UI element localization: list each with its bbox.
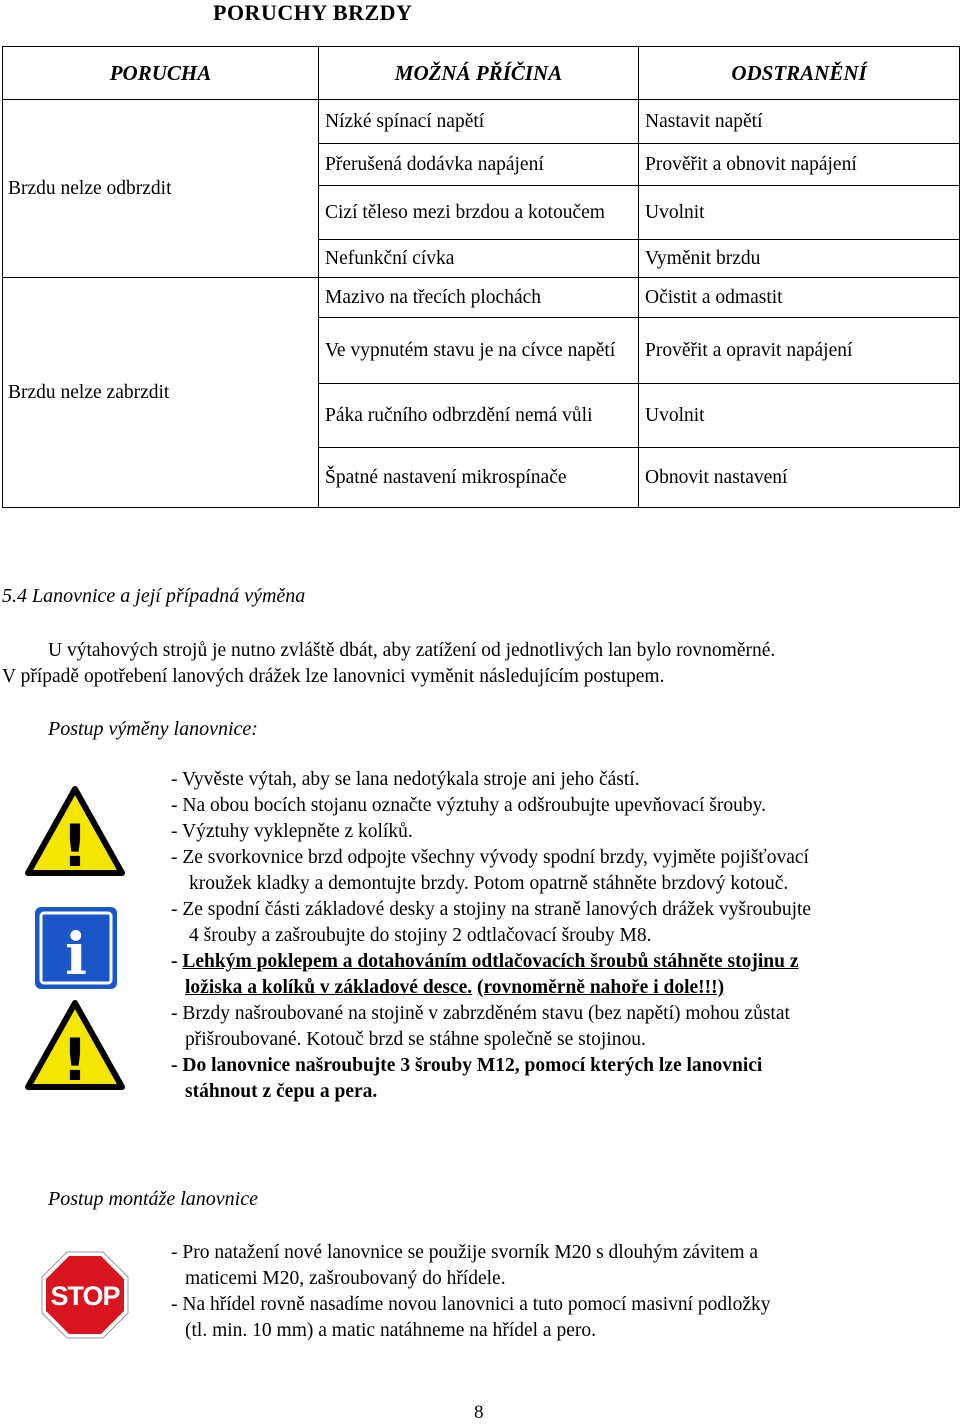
list-item-continuation: 4 šrouby a zašroubujte do stojiny 2 odtlačovací šrouby M8. [189, 925, 652, 946]
warning-triangle-icon [25, 1000, 125, 1090]
list-item: - Ze spodní části základové desky a stojiny na straně lanových drážek vyšroubujte [171, 899, 812, 920]
cause-cell: Nízké spínací napětí [319, 100, 639, 144]
list-item: - Na obou bocích stojanu označte výztuhy a odšroubujte upevňovací šrouby. [171, 795, 766, 816]
fix-cell: Obnovit nastavení [639, 448, 960, 508]
cause-cell: Nefunkční cívka [319, 240, 639, 278]
fix-cell: Nastavit napětí [639, 100, 960, 144]
replacement-steps [171, 767, 811, 1105]
list-item: - Ze svorkovnice brzd odpojte všechny vývody spodní brzdy, vyjměte pojišťovací [171, 847, 809, 868]
assembly-heading: Postup montáže lanovnice [48, 1188, 258, 1210]
fix-cell: Prověřit a obnovit napájení [639, 144, 960, 186]
list-item: - Do lanovnice našroubujte 3 šrouby M12, pomocí kterých lze lanovnici [171, 1055, 763, 1076]
fix-cell: Uvolnit [639, 186, 960, 240]
emphasis-text: ložiska a kolíků v základové desce. [185, 977, 473, 998]
fault-cell: Brzdu nelze odbrzdit [3, 100, 319, 278]
header-fault: PORUCHA [3, 47, 319, 100]
list-item-continuation: (tl. min. 10 mm) a matic natáhneme na hřídel a pero. [185, 1320, 596, 1341]
header-fix: ODSTRANĚNÍ [639, 47, 960, 100]
emphasis-text: (rovnoměrně nahoře i dole!!!) [477, 977, 725, 998]
list-item: - Brzdy našroubované na stojině v zabrzděném stavu (bez napětí) mohou zůstat [171, 1003, 790, 1024]
table-header-row [3, 47, 960, 100]
table-row [3, 278, 960, 318]
list-item: - Pro natažení nové lanovnice se použije svorník M20 s dlouhým závitem a [171, 1242, 759, 1263]
cause-cell: Cizí těleso mezi brzdou a kotoučem [319, 186, 639, 240]
list-item: - Výztuhy vyklepněte z kolíků. [171, 821, 413, 842]
list-item-continuation: kroužek kladky a demontujte brzdy. Potom opatrně stáhněte brzdový kotouč. [189, 873, 789, 894]
paragraph-line: U výtahových strojů je nutno zvláště dbát, aby zatížení od jednotlivých lan bylo rovnoměrné. [48, 640, 776, 661]
fault-cell: Brzdu nelze zabrzdit [3, 278, 319, 508]
cause-cell: Mazivo na třecích plochách [319, 278, 639, 318]
emphasis-text: Lehkým poklepem a dotahováním odtlačovacích šroubů stáhněte stojinu z [182, 951, 799, 972]
cause-cell: Ve vypnutém stavu je na cívce napětí [319, 318, 639, 384]
fix-cell: Vyměnit brzdu [639, 240, 960, 278]
list-item: - Na hřídel rovně nasadíme novou lanovnici a tuto pomocí masivní podložky [171, 1294, 771, 1315]
list-item-continuation [171, 975, 811, 1001]
stop-text: STOP [50, 1281, 120, 1311]
assembly-steps [171, 1240, 771, 1344]
list-dash: - [171, 951, 183, 972]
warning-symbol: ! [61, 812, 89, 876]
info-icon [34, 906, 118, 990]
section-paragraph [2, 638, 952, 690]
fix-cell: Prověřit a opravit napájení [639, 318, 960, 384]
list-item-continuation: stáhnout z čepu a pera. [185, 1081, 378, 1102]
table-row [3, 100, 960, 144]
stop-sign-icon [40, 1250, 130, 1340]
list-item-continuation: přišroubované. Kotouč brzd se stáhne společně se stojinou. [185, 1029, 646, 1050]
list-item: - Vyvěste výtah, aby se lana nedotýkala stroje ani jeho částí. [171, 769, 640, 790]
cause-cell: Páka ručního odbrzdění nemá vůli [319, 384, 639, 448]
warning-symbol: ! [61, 1026, 89, 1090]
page-title: PORUCHY BRZDY [213, 0, 413, 25]
list-item [171, 949, 811, 975]
section-heading: 5.4 Lanovnice a její případná výměna [2, 585, 306, 607]
cause-cell: Špatné nastavení mikrospínače [319, 448, 639, 508]
fix-cell: Očistit a odmastit [639, 278, 960, 318]
replacement-heading: Postup výměny lanovnice: [48, 718, 258, 740]
fault-table [2, 46, 960, 508]
page-number: 8 [474, 1402, 484, 1423]
warning-triangle-icon [25, 786, 125, 876]
paragraph-line: V případě opotřebení lanových drážek lze lanovnici vyměnit následujícím postupem. [2, 666, 665, 687]
header-cause: MOŽNÁ PŘÍČINA [319, 47, 639, 100]
cause-cell: Přerušená dodávka napájení [319, 144, 639, 186]
info-symbol: i [64, 920, 88, 988]
fix-cell: Uvolnit [639, 384, 960, 448]
list-item-continuation: maticemi M20, zašroubovaný do hřídele. [185, 1268, 506, 1289]
